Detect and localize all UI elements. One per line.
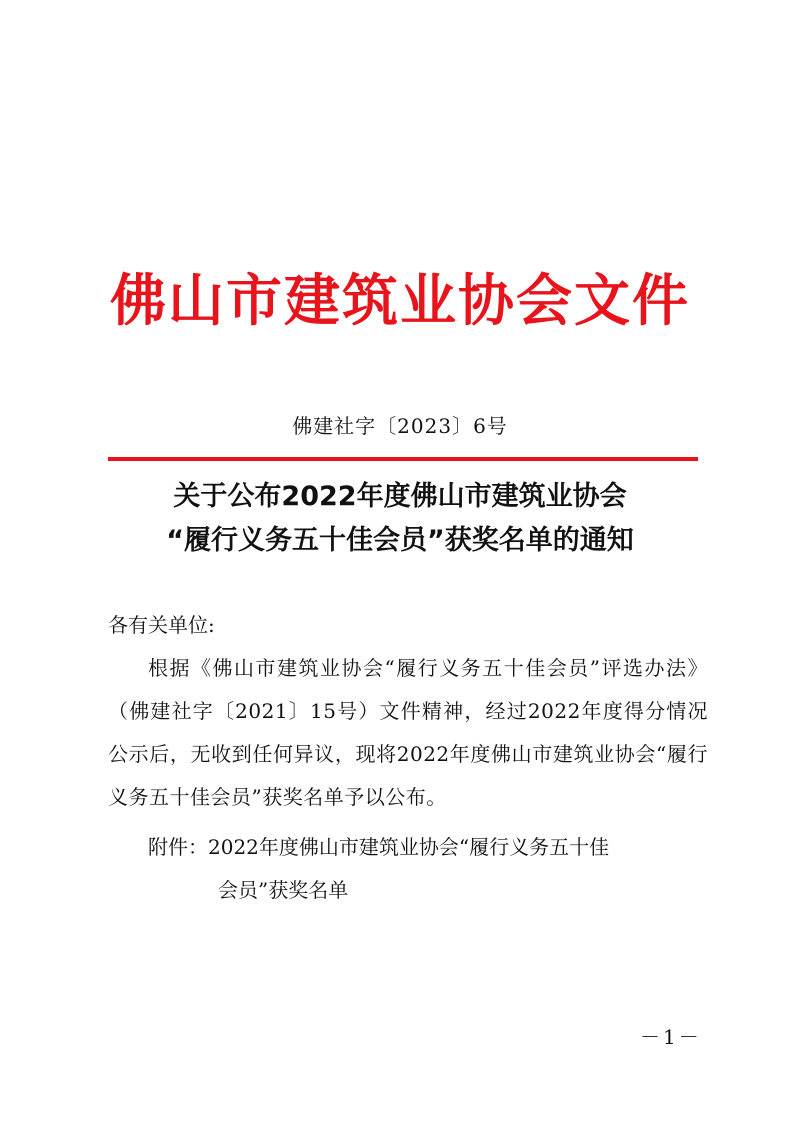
body-paragraph: 根据《佛山市建筑业协会“履行义务五十佳会员”评选办法》（佛建社字〔2021〕15号）文件精神，经过2022年度得分情况公示后，无收到任何异议，现将2022年度佛山市建筑业协会“履行义务五十佳会员”获奖名单予以公布。 [108,656,708,809]
notice-title-line-2: “履行义务五十佳会员”获奖名单的通知 [166,525,634,556]
attachment-line-2: 会员”获奖名单 [218,878,349,902]
notice-title-line-1: 关于公布2022年度佛山市建筑业协会 [173,481,627,512]
notice-body [108,604,708,819]
attachment-note [148,826,708,912]
salutation: 各有关单位: [108,613,215,637]
attachment-line-1: 附件：2022年度佛山市建筑业协会“履行义务五十佳 [148,835,610,859]
page-number: －1－ [640,1025,702,1049]
notice-title [0,475,800,563]
document-header-title: 佛山市建筑业协会文件 [110,269,690,334]
red-divider-line [108,457,698,461]
document-number: 佛建社字〔2023〕6号 [292,414,508,438]
